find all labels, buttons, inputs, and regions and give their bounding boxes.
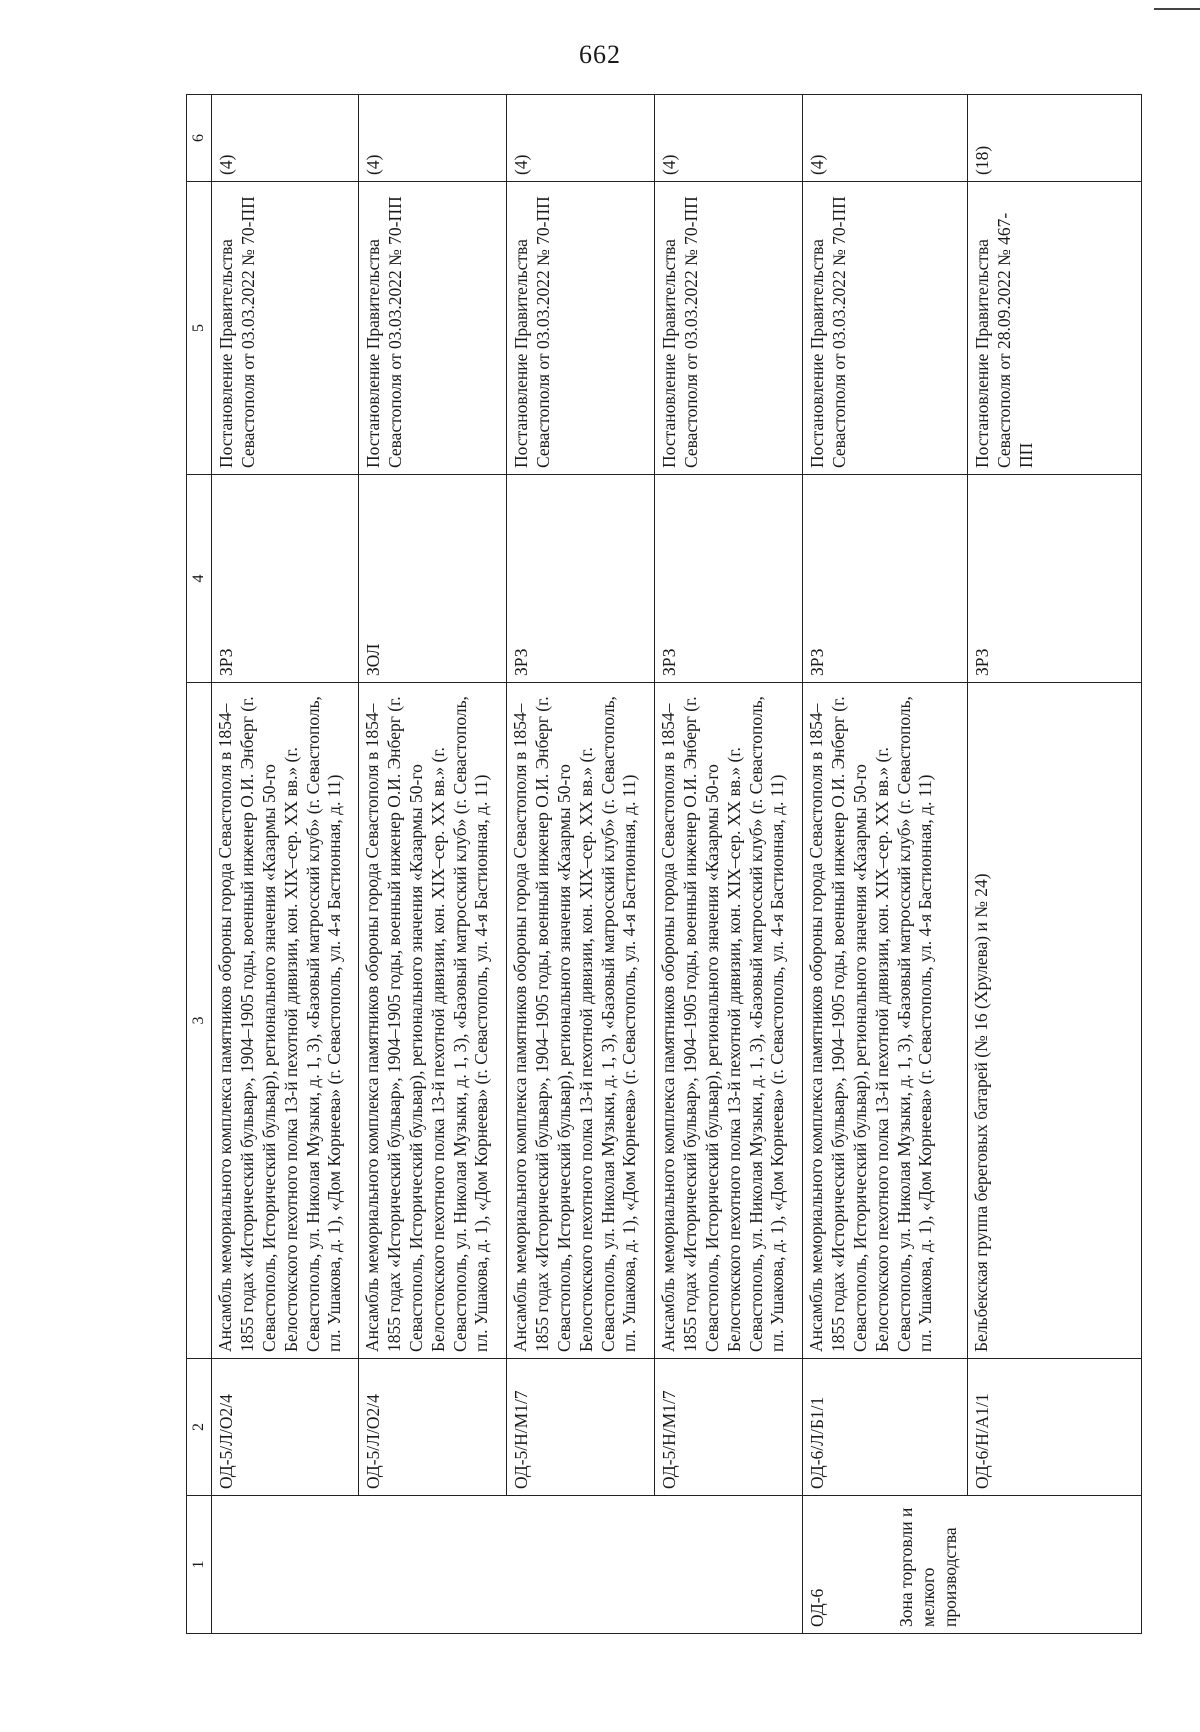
reference-number: (4) (655, 95, 803, 182)
zone-type: ЗРЗ (803, 475, 968, 683)
reference-number: (4) (803, 95, 968, 182)
table-row (968, 95, 1142, 1634)
object-description: Ансамбль мемориального комплекса памятников обороны города Севастополя в 1854–1855 годах «Исторический бульвар», 1904–1905 годы, военный инженер О.И. Энберг (г. Севастополь, Исторический бульвар), регионального значения «Казармы 50-го Белостокского пехотного полка 13-й пехотной дивизии, кон. XIX–сер. XX вв.» (г. Севастополь, ул. Николая Музыки, д. 1, 3), «Базовый матросский клуб» (г. Севастополь, пл. Ушакова, д. 1), «Дом Корнеева» (г. Севастополь, ул. 4-я Бастионная, д. 11) (507, 683, 655, 1359)
object-description: Ансамбль мемориального комплекса памятников обороны города Севастополя в 1854–1855 годах «Исторический бульвар», 1904–1905 годы, военный инженер О.И. Энберг (г. Севастополь, Исторический бульвар), регионального значения «Казармы 50-го Белостокского пехотного полка 13-й пехотной дивизии, кон. XIX–сер. XX вв.» (г. Севастополь, ул. Николая Музыки, д. 1, 3), «Базовый матросский клуб» (г. Севастополь, пл. Ушакова, д. 1), «Дом Корнеева» (г. Севастополь, ул. 4-я Бастионная, д. 11) (655, 683, 803, 1359)
subzone-code: ОД-6/Н/А1/1 (968, 1359, 1142, 1496)
zone-name: Зона торговли и мелкого производства (895, 1507, 960, 1627)
object-description: Ансамбль мемориального комплекса памятников обороны города Севастополя в 1854–1855 годах «Исторический бульвар», 1904–1905 годы, военный инженер О.И. Энберг (г. Севастополь, Исторический бульвар), регионального значения «Казармы 50-го Белостокского пехотного полка 13-й пехотной дивизии, кон. XIX–сер. XX вв.» (г. Севастополь, ул. Николая Музыки, д. 1, 3), «Базовый матросский клуб» (г. Севастополь, пл. Ушакова, д. 1), «Дом Корнеева» (г. Севастополь, ул. 4-я Бастионная, д. 11) (803, 683, 968, 1359)
table-row (507, 95, 655, 1634)
table-row (655, 95, 803, 1634)
reference-number: (4) (507, 95, 655, 182)
legal-document: Постановление Правительства Севастополя от 03.03.2022 № 70-ПП (212, 182, 359, 475)
object-description: Ансамбль мемориального комплекса памятников обороны города Севастополя в 1854–1855 годах «Исторический бульвар», 1904–1905 годы, военный инженер О.И. Энберг (г. Севастополь, Исторический бульвар), регионального значения «Казармы 50-го Белостокского пехотного полка 13-й пехотной дивизии, кон. XIX–сер. XX вв.» (г. Севастополь, ул. Николая Музыки, д. 1, 3), «Базовый матросский клуб» (г. Севастополь, пл. Ушакова, д. 1), «Дом Корнеева» (г. Севастополь, ул. 4-я Бастионная, д. 11) (359, 683, 507, 1359)
header-col-1: 1 (187, 1496, 212, 1634)
zone-cell (507, 1496, 655, 1634)
subzone-code: ОД-5/Н/М1/7 (655, 1359, 803, 1496)
subzone-code: ОД-5/Н/М1/7 (507, 1359, 655, 1496)
object-description: Ансамбль мемориального комплекса памятников обороны города Севастополя в 1854–1855 годах «Исторический бульвар», 1904–1905 годы, военный инженер О.И. Энберг (г. Севастополь, Исторический бульвар), регионального значения «Казармы 50-го Белостокского пехотного полка 13-й пехотной дивизии, кон. XIX–сер. XX вв.» (г. Севастополь, ул. Николая Музыки, д. 1, 3), «Базовый матросский клуб» (г. Севастополь, пл. Ушакова, д. 1), «Дом Корнеева» (г. Севастополь, ул. 4-я Бастионная, д. 11) (212, 683, 359, 1359)
zone-type: ЗРЗ (507, 475, 655, 683)
zone-type: ЗРЗ (212, 475, 359, 683)
zone-type: ЗОЛ (359, 475, 507, 683)
header-col-3: 3 (187, 683, 212, 1359)
reference-number: (4) (212, 95, 359, 182)
legal-document: Постановление Правительства Севастополя от 03.03.2022 № 70-ПП (655, 182, 803, 475)
legal-document: Постановление Правительства Севастополя от 03.03.2022 № 70-ПП (359, 182, 507, 475)
zone-cell (359, 1496, 507, 1634)
zone-code: ОД-6 (807, 1588, 827, 1627)
corner-scan-mark (1154, 8, 1200, 10)
zones-table (186, 94, 1142, 1634)
header-col-6: 6 (187, 95, 212, 182)
rotated-table-container (186, 95, 1142, 1634)
header-row (187, 95, 212, 1634)
table-row (212, 95, 359, 1634)
table-row (803, 95, 968, 1634)
reference-number: (18) (968, 95, 1142, 182)
object-description: Бельбекская группа береговых батарей (№ 16 (Хрулева) и № 24) (968, 683, 1142, 1359)
reference-number: (4) (359, 95, 507, 182)
legal-document: Постановление Правительства Севастополя от 28.09.2022 № 467-ПП (968, 182, 1142, 475)
header-col-2: 2 (187, 1359, 212, 1496)
subzone-code: ОД-5/Л/О2/4 (212, 1359, 359, 1496)
zone-cell (655, 1496, 803, 1634)
legal-document: Постановление Правительства Севастополя от 03.03.2022 № 70-ПП (803, 182, 968, 475)
legal-document: Постановление Правительства Севастополя от 03.03.2022 № 70-ПП (507, 182, 655, 475)
zone-type: ЗРЗ (655, 475, 803, 683)
zone-cell (968, 1496, 1142, 1634)
zone-cell (803, 1496, 968, 1634)
table-row (359, 95, 507, 1634)
header-col-4: 4 (187, 475, 212, 683)
zone-cell (212, 1496, 359, 1634)
page-number: 662 (579, 40, 621, 69)
header-col-5: 5 (187, 182, 212, 475)
subzone-code: ОД-6/Л/Б1/1 (803, 1359, 968, 1496)
zone-type: ЗРЗ (968, 475, 1142, 683)
subzone-code: ОД-5/Л/О2/4 (359, 1359, 507, 1496)
